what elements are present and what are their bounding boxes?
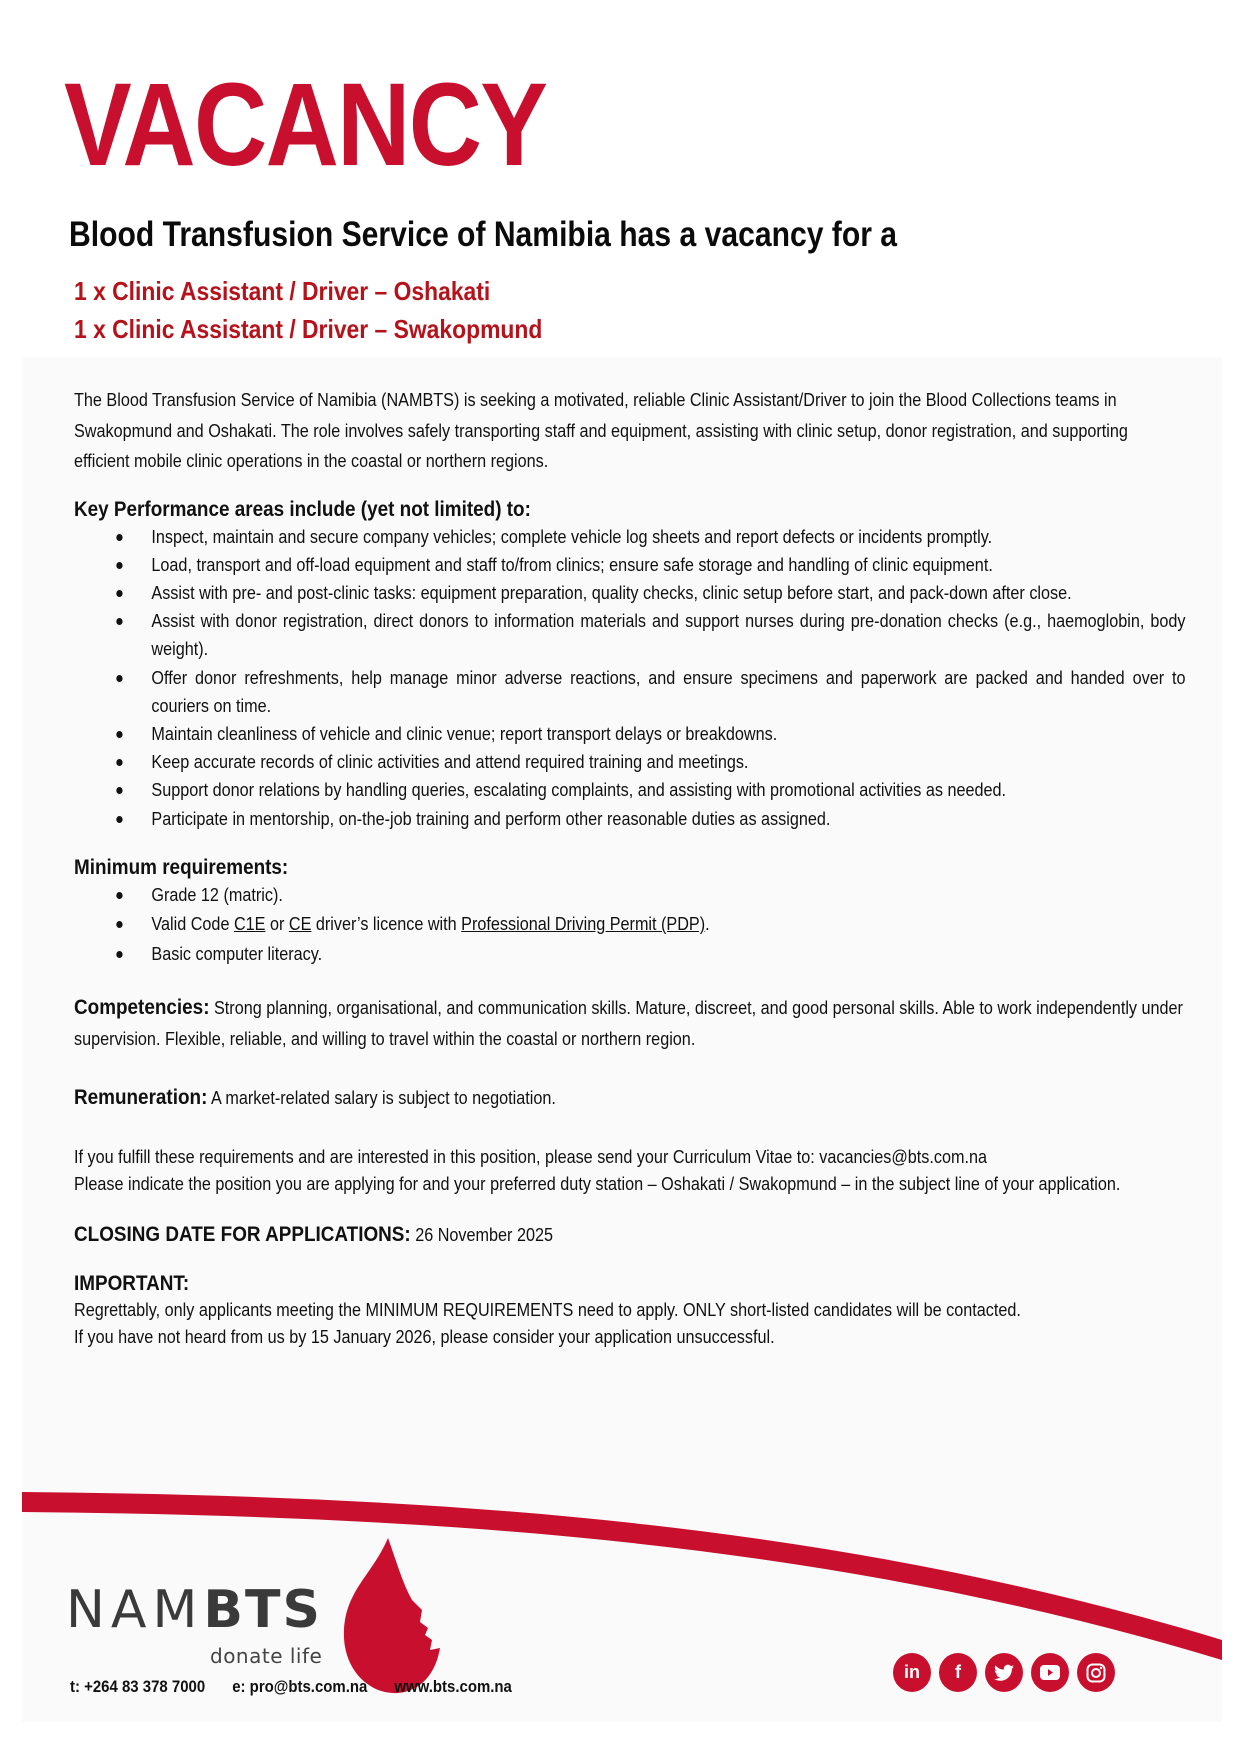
important-line2: If you have not heard from us by 15 January 2026, please consider your application unsuccessful.	[74, 1326, 775, 1347]
logo-nam: NAM	[66, 1580, 204, 1640]
apply-line2: Please indicate the position you are applying for and your preferred duty station – Oshakati / Swakopmund – in the subject line of your application.	[74, 1173, 1121, 1194]
list-item: Participate in mentorship, on-the-job training and perform other reasonable duties as assigned.	[112, 805, 1186, 833]
logo-tagline: donate life	[210, 1644, 323, 1668]
list-item: Assist with pre- and post-clinic tasks: equipment preparation, quality checks, clinic setup before start, and pack-down after close.	[112, 579, 1186, 607]
list-item: Inspect, maintain and secure company vehicles; complete vehicle log sheets and report defects or incidents promptly.	[112, 523, 1186, 551]
logo-bts: BTS	[203, 1580, 322, 1640]
position-oshakati: 1 x Clinic Assistant / Driver – Oshakati	[74, 276, 491, 306]
org-heading: Blood Transfusion Service of Namibia has a vacancy for a	[69, 215, 898, 254]
requirements-list	[112, 881, 1186, 970]
licence-prefix: Valid Code	[151, 914, 234, 935]
competencies-text: Strong planning, organisational, and communication skills. Mature, discreet, and good personal skills. Able to work independently under supervision. Flexible, reliable, and willing to travel within the coastal or northern region.	[74, 998, 1183, 1050]
closing-date-label: CLOSING DATE FOR APPLICATIONS:	[74, 1223, 411, 1247]
vacancy-body	[74, 385, 1186, 1350]
licence-middle: driver’s licence with	[311, 914, 462, 935]
youtube-play-glyph	[1040, 1665, 1060, 1680]
list-item: Assist with donor registration, direct donors to information materials and support nurses during pre-donation checks (e.g., haemoglobin, body weight).	[112, 607, 1186, 663]
apply-instructions	[74, 1144, 1186, 1197]
contact-website[interactable]: www.bts.com.na	[394, 1677, 512, 1696]
vacancy-title: VACANCY	[64, 59, 547, 191]
licence-pdp: Professional Driving Permit (PDP)	[461, 914, 706, 935]
apply-email-link[interactable]: vacancies@bts.com.na	[819, 1147, 988, 1168]
list-item: Support donor relations by handling queries, escalating complaints, and assisting with promotional activities as needed.	[112, 776, 1186, 804]
requirement-grade: Grade 12 (matric).	[112, 881, 1186, 911]
nambts-logo	[66, 1582, 322, 1638]
contact-phone[interactable]: t: +264 83 378 7000	[70, 1677, 206, 1696]
remuneration-paragraph	[74, 1083, 1186, 1114]
remuneration-label: Remuneration:	[74, 1086, 208, 1110]
important-line1: Regrettably, only applicants meeting the MINIMUM REQUIREMENTS need to apply. ONLY short-listed candidates will be contacted.	[74, 1300, 1021, 1321]
facebook-icon[interactable]: f	[939, 1653, 977, 1692]
positions-list	[74, 272, 606, 348]
important-heading: IMPORTANT:	[74, 1272, 190, 1296]
instagram-camera-glyph	[1086, 1663, 1106, 1683]
list-item: Load, transport and off-load equipment and staff to/from clinics; ensure safe storage and handling of clinic equipment.	[112, 551, 1186, 579]
contact-email[interactable]: e: pro@bts.com.na	[232, 1677, 368, 1696]
list-item: Maintain cleanliness of vehicle and clinic venue; report transport delays or breakdowns.	[112, 720, 1186, 748]
position-swakopmund: 1 x Clinic Assistant / Driver – Swakopmund	[74, 314, 543, 344]
apply-line1: If you fulfill these requirements and are interested in this position, please send your Curriculum Vitae to:	[74, 1147, 820, 1168]
youtube-icon[interactable]	[1031, 1653, 1069, 1692]
licence-code-c1e: C1E	[233, 914, 266, 935]
requirement-computer: Basic computer literacy.	[112, 940, 1186, 970]
blood-drop-icon	[344, 1538, 440, 1693]
requirements-heading: Minimum requirements:	[74, 855, 289, 879]
kpa-list	[112, 523, 1186, 833]
requirement-licence	[112, 910, 1186, 940]
kpa-heading: Key Performance areas include (yet not limited) to:	[74, 497, 531, 521]
contact-info	[70, 1677, 535, 1697]
instagram-icon[interactable]	[1077, 1653, 1115, 1692]
remuneration-text: A market-related salary is subject to negotiation.	[207, 1088, 556, 1109]
competencies-paragraph	[74, 993, 1186, 1055]
closing-date	[74, 1221, 1186, 1249]
list-item: Keep accurate records of clinic activities and attend required training and meetings.	[112, 748, 1186, 776]
closing-date-value: 26 November 2025	[410, 1225, 553, 1246]
linkedin-icon[interactable]: in	[893, 1653, 931, 1692]
twitter-icon[interactable]	[985, 1653, 1023, 1692]
list-item: Offer donor refreshments, help manage minor adverse reactions, and ensure specimens and paperwork are packed and handed over to couriers on time.	[112, 664, 1186, 720]
licence-or: or	[265, 914, 289, 935]
intro-paragraph: The Blood Transfusion Service of Namibia (NAMBTS) is seeking a motivated, reliable Clinic Assistant/Driver to join the Blood Collections teams in Swakopmund and Oshakati. The role involves safely transporting staff and equipment, assisting with clinic setup, donor registration, and supporting efficient mobile clinic operations in the coastal or northern regions.	[74, 390, 1128, 471]
licence-code-ce: CE	[288, 914, 312, 935]
important-notice	[74, 1297, 1186, 1350]
licence-suffix: .	[705, 914, 710, 935]
social-links	[893, 1653, 1115, 1692]
competencies-label: Competencies:	[74, 996, 210, 1020]
twitter-bird-glyph	[994, 1664, 1014, 1682]
